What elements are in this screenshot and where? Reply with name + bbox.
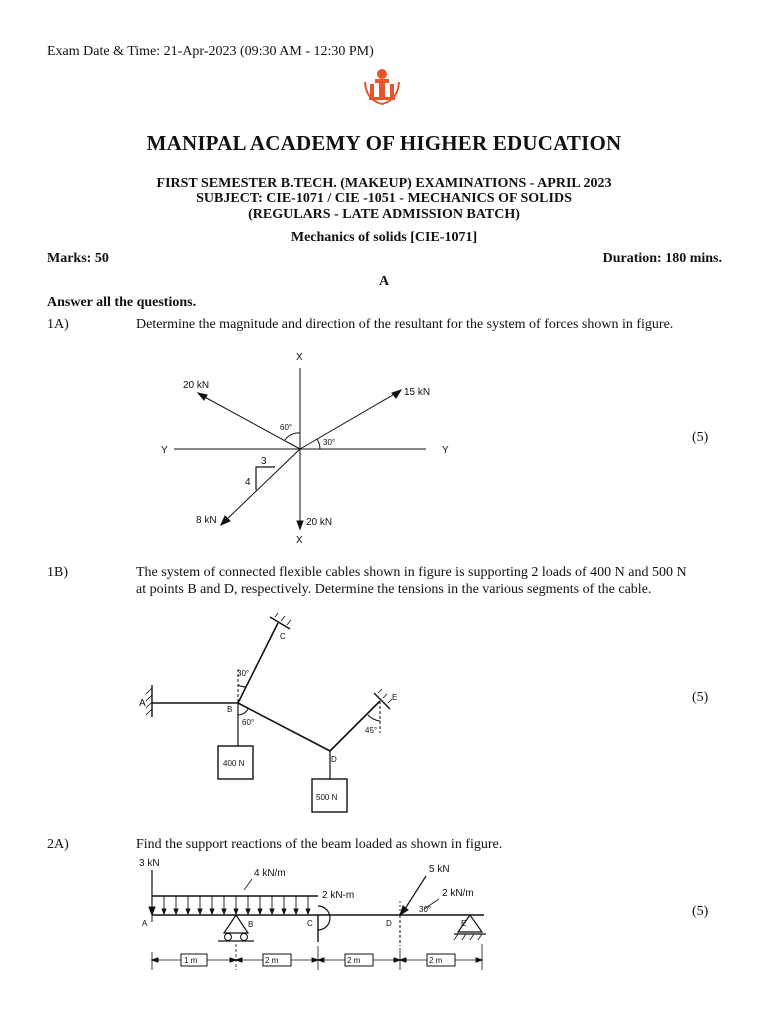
question-text-1a: Determine the magnitude and direction of the resultant for the system of forces shown in figure.: [136, 317, 674, 332]
point-c-label: C: [307, 919, 313, 928]
force-20kn-down-label: 20 kN: [306, 517, 333, 528]
university-title: MANIPAL ACADEMY OF HIGHER EDUCATION: [146, 131, 622, 155]
exam-line-2: SUBJECT: CIE-1071 / CIE -1051 - MECHANICS OF SOLIDS: [196, 191, 572, 206]
angle-45-label: 45°: [365, 726, 378, 735]
point-e-label: E: [461, 919, 467, 928]
axis-y-left-label: Y: [161, 445, 168, 456]
dim-2m-label-2: 2 m: [347, 956, 361, 965]
point-c-label: C: [280, 632, 286, 641]
point-b-label: B: [227, 705, 233, 714]
question-text-2a: Find the support reactions of the beam loaded as shown in figure.: [136, 837, 503, 852]
force-20kn-label: 20 kN: [183, 380, 210, 391]
udl-4knm-label: 4 kN/m: [254, 868, 286, 879]
slope-4-label: 4: [245, 477, 251, 488]
force-20kn-arrow: [201, 395, 300, 449]
angle-30-label: 30°: [237, 669, 250, 678]
load-400n-label: 400 N: [223, 759, 245, 768]
dim-2m-label-3: 2 m: [429, 956, 443, 965]
manipal-logo-icon: [362, 64, 402, 108]
question-id-1b: 1B): [47, 565, 68, 580]
force-8kn-label: 8 kN: [196, 515, 217, 526]
duration-label: Duration: 180 mins.: [602, 251, 722, 266]
question-text-1b: The system of connected flexible cables shown in figure is supporting 2 loads of 400 N and 500 N at points B and D, respectively. Determine the tensions in the various segments of the cable.: [136, 565, 687, 597]
moment-2knm-label: 2 kN-m: [322, 890, 355, 901]
udl-2knm-label: 2 kN/m: [442, 888, 474, 899]
question-id-2a: 2A): [47, 837, 69, 852]
angle-60-label: 60°: [242, 718, 255, 727]
marks-1b: (5): [692, 690, 709, 705]
instruction: Answer all the questions.: [47, 295, 197, 310]
force-15kn-label: 15 kN: [404, 387, 431, 398]
point-d-label: D: [386, 919, 392, 928]
slope-3-label: 3: [261, 456, 267, 467]
exam-datetime: Exam Date & Time: 21-Apr-2023 (09:30 AM - 12:30 PM): [47, 44, 374, 59]
axis-y-right-label: Y: [442, 445, 449, 456]
point-d-label: D: [331, 755, 337, 764]
udl-arrows: [162, 896, 310, 914]
force-system-figure: [150, 344, 460, 550]
load-5kn-label: 5 kN: [429, 864, 450, 875]
dim-2m-label-1: 2 m: [265, 956, 279, 965]
point-b-label: B: [248, 920, 254, 929]
marks-label: Marks: 50: [47, 251, 109, 266]
point-a-label: A: [139, 698, 146, 709]
question-id-1a: 1A): [47, 317, 69, 332]
cable-system-figure: [130, 613, 420, 818]
axis-x-top-label: X: [296, 352, 303, 363]
marks-1a: (5): [692, 430, 709, 445]
marks-2a: (5): [692, 904, 709, 919]
roller-support-b: [224, 915, 248, 933]
force-20kn-down-arrow: [297, 521, 303, 529]
point-a-label: A: [142, 919, 148, 928]
angle-60-label: 60°: [280, 423, 293, 432]
load-500n-label: 500 N: [316, 793, 338, 802]
axis-x-bottom-label: X: [296, 535, 303, 546]
force-15kn-arrow: [300, 392, 398, 449]
load-3kn-label: 3 kN: [139, 858, 160, 869]
point-e-label: E: [392, 693, 398, 702]
exam-line-3: (REGULARS - LATE ADMISSION BATCH): [248, 207, 520, 222]
dim-1m-label: 1 m: [184, 956, 198, 965]
angle-30-label: 30°: [419, 905, 432, 914]
exam-line-1: FIRST SEMESTER B.TECH. (MAKEUP) EXAMINATIONS - APRIL 2023: [156, 176, 612, 191]
course-line: Mechanics of solids [CIE-1071]: [290, 230, 478, 245]
angle-30-label: 30°: [323, 438, 336, 447]
section-label: A: [378, 274, 390, 289]
beam-figure: [134, 854, 504, 974]
